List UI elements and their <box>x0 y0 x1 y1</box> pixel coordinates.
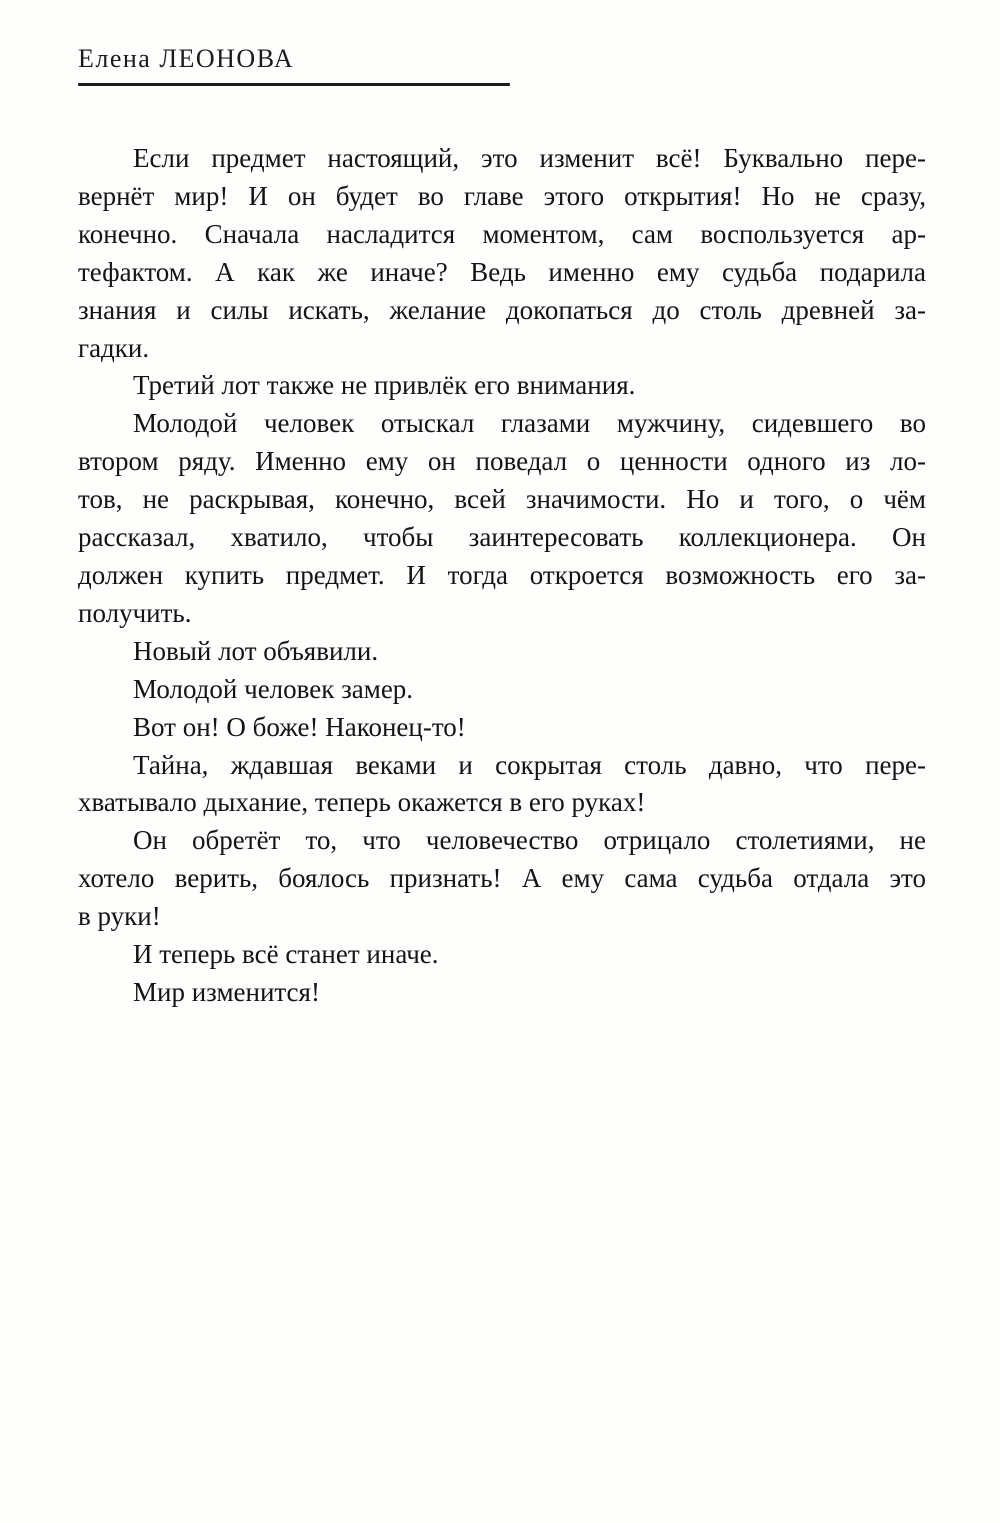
text-line: знания и силы искать, желание докопаться до столь древней за- <box>78 294 926 325</box>
text-line: Третий лот также не привлёк его внимания. <box>133 370 636 401</box>
paragraph <box>78 367 926 405</box>
text-line: Мир изменится! <box>133 976 320 1007</box>
text-line: втором ряду. Именно ему он поведал о ценности одного из ло- <box>78 446 926 477</box>
author-name: Елена ЛЕОНОВА <box>78 44 295 73</box>
paragraph <box>78 709 926 747</box>
text-line: Вот он! О боже! Наконец-то! <box>133 711 466 742</box>
text-line: Он обретёт то, что человечество отрицало столетиями, не <box>133 825 926 856</box>
paragraph <box>78 974 926 1012</box>
text-line: Молодой человек замер. <box>133 673 414 704</box>
paragraph <box>78 822 926 936</box>
page-header <box>78 44 510 86</box>
text-block <box>78 140 926 1012</box>
text-line: Молодой человек отыскал глазами мужчину, сидевшего во <box>133 408 926 439</box>
paragraph <box>78 633 926 671</box>
text-line: гадки. <box>78 332 150 363</box>
text-line: И теперь всё станет иначе. <box>133 939 439 970</box>
text-line: Новый лот объявили. <box>133 635 379 666</box>
paragraph <box>78 671 926 709</box>
text-line: тов, не раскрывая, конечно, всей значимости. Но и того, о чём <box>78 484 926 515</box>
text-line: должен купить предмет. И тогда откроется возможность его за- <box>78 559 926 590</box>
paragraph <box>78 405 926 632</box>
text-line: Тайна, ждавшая веками и сокрытая столь давно, что пере- <box>133 749 926 780</box>
text-line: тефактом. А как же иначе? Ведь именно ему судьба подарила <box>78 256 926 287</box>
paragraph <box>78 747 926 823</box>
text-line: конечно. Сначала насладится моментом, сам воспользуется ар- <box>78 218 926 249</box>
paragraph <box>78 936 926 974</box>
paragraph <box>78 140 926 367</box>
text-line: в руки! <box>78 901 161 932</box>
header-rule <box>78 83 510 86</box>
text-line: хотело верить, боялось признать! А ему сама судьба отдала это <box>78 863 926 894</box>
text-line: хватывало дыхание, теперь окажется в его руках! <box>78 787 646 818</box>
text-line: Если предмет настоящий, это изменит всё! Буквально пере- <box>133 143 926 173</box>
text-line: получить. <box>78 597 192 628</box>
text-line: рассказал, хватило, чтобы заинтересовать коллекционера. Он <box>78 522 926 553</box>
text-line: вернёт мир! И он будет во главе этого открытия! Но не сразу, <box>78 180 926 211</box>
